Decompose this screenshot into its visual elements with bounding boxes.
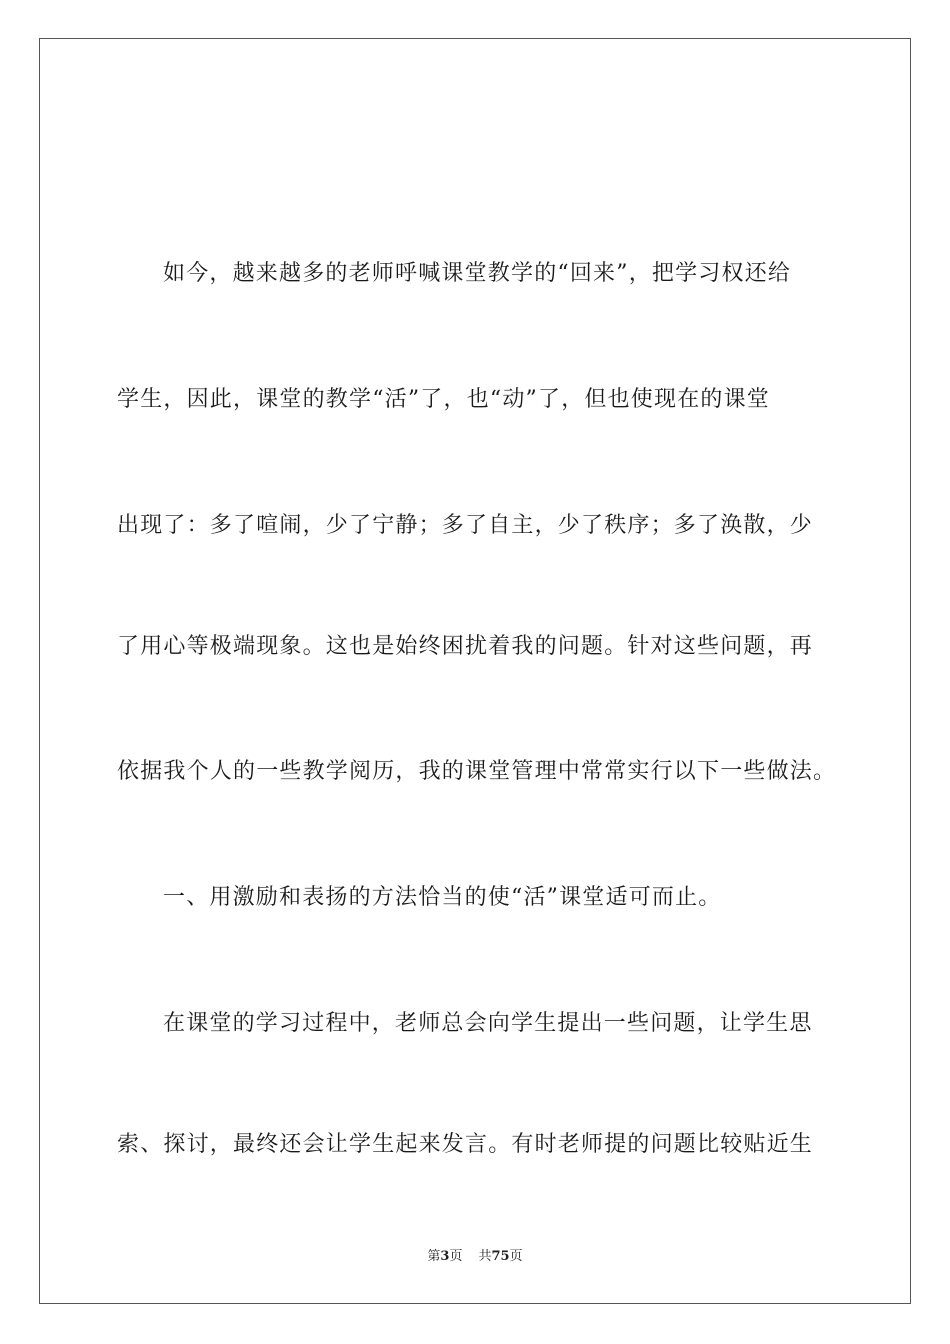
paragraph-line: 学生，因此，课堂的教学“活”了，也“动”了，但也使现在的课堂 bbox=[117, 387, 770, 412]
section-heading: 一、用激励和表扬的方法恰当的使“活”课堂适可而止。 bbox=[163, 885, 722, 910]
total-page-count: 75 bbox=[491, 1249, 510, 1264]
page-suffix: 页 bbox=[449, 1249, 463, 1264]
page-prefix: 第 bbox=[427, 1249, 441, 1264]
paragraph-line: 在课堂的学习过程中，老师总会向学生提出一些问题，让学生思 bbox=[163, 1011, 813, 1036]
page-border bbox=[39, 38, 911, 1304]
total-prefix: 共 bbox=[478, 1249, 492, 1264]
total-suffix: 页 bbox=[509, 1249, 523, 1264]
paragraph-line: 出现了：多了喧闹，少了宁静；多了自主，少了秩序；多了涣散，少 bbox=[117, 513, 814, 538]
paragraph-line: 了用心等极端现象。这也是始终困扰着我的问题。针对这些问题，再 bbox=[117, 634, 814, 659]
current-page-number: 3 bbox=[440, 1249, 450, 1264]
paragraph-line: 索、探讨，最终还会让学生起来发言。有时老师提的问题比较贴近生 bbox=[117, 1132, 814, 1157]
page-footer bbox=[0, 1248, 950, 1266]
paragraph-line: 依据我个人的一些教学阅历，我的课堂管理中常常实行以下一些做法。 bbox=[117, 759, 837, 784]
paragraph-line: 如今，越来越多的老师呼喊课堂教学的“回来”，把学习权还给 bbox=[163, 261, 792, 286]
